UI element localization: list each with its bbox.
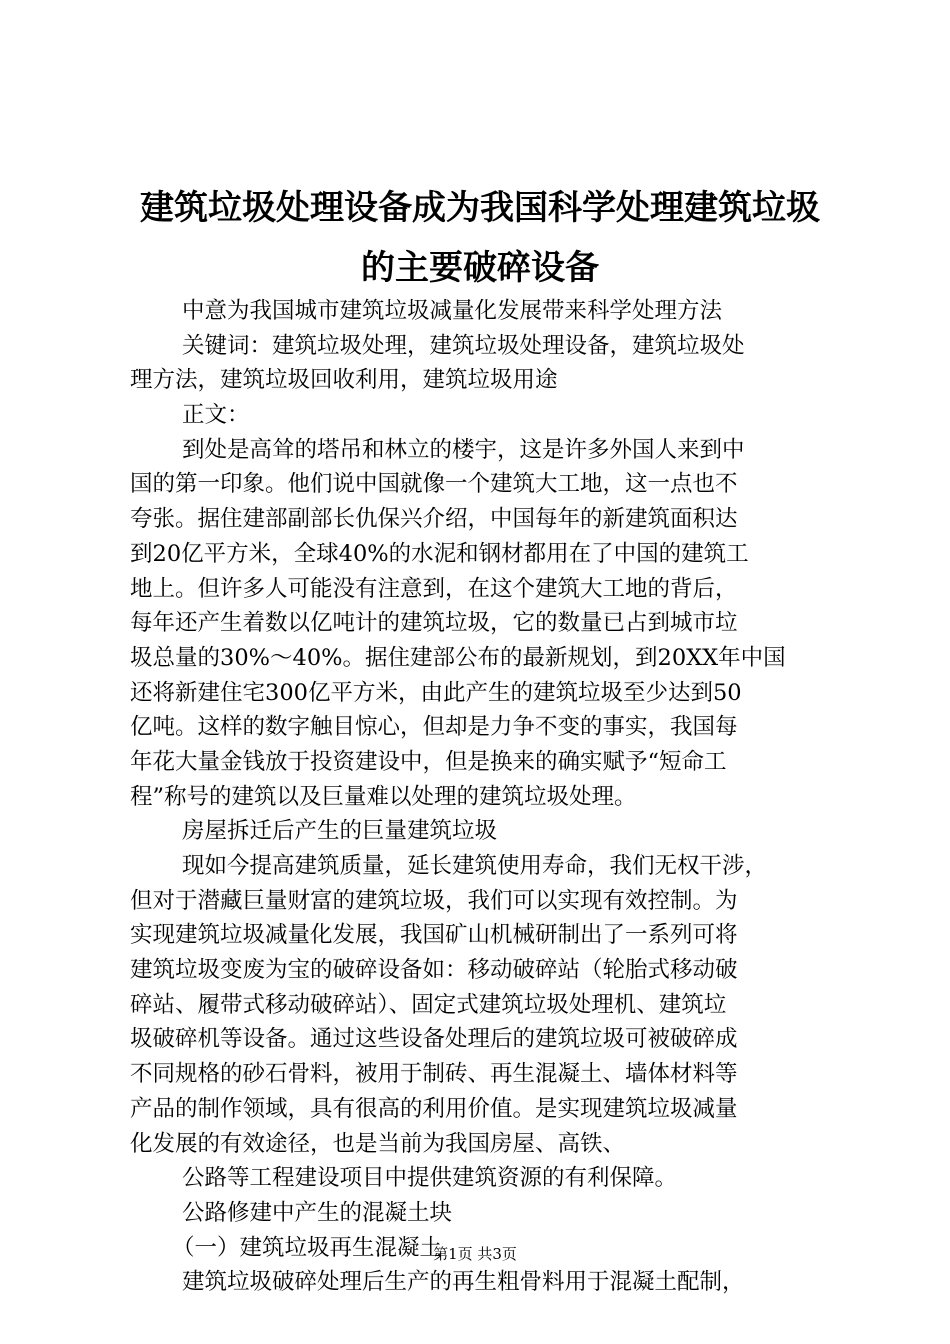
paragraph-line: 不同规格的砂石骨料，被用于制砖、再生混凝土、墙体材料等 [130, 1061, 738, 1088]
paragraph-line: 圾总量的30%～40%。据住建部公布的最新规划，到20XX年中国 [130, 644, 786, 671]
body-label: 正文： [182, 402, 250, 429]
document-title-line-1: 建筑垃圾处理设备成为我国科学处理建筑垃圾 [140, 188, 820, 228]
paragraph-line: 到20亿平方米，全球40%的水泥和钢材都用在了中国的建筑工 [130, 540, 749, 567]
paragraph-line: 地上。但许多人可能没有注意到，在这个建筑大工地的背后， [130, 575, 738, 602]
caption-line: 公路修建中产生的混凝土块 [182, 1199, 453, 1226]
document-body [130, 294, 830, 1300]
keywords-line-continued: 理方法，建筑垃圾回收利用，建筑垃圾用途 [130, 367, 558, 394]
paragraph-line: 圾破碎机等设备。通过这些设备处理后的建筑垃圾可被破碎成 [130, 1026, 738, 1053]
paragraph-line: 到处是高耸的塔吊和林立的楼宇，这是许多外国人来到中 [182, 436, 745, 463]
paragraph-line: 产品的制作领域，具有很高的利用价值。是实现建筑垃圾减量 [130, 1095, 738, 1122]
document-title-line-2: 的主要破碎设备 [361, 248, 599, 288]
caption-line: 房屋拆迁后产生的巨量建筑垃圾 [182, 818, 498, 845]
page-footer: 第1页 共3页 [433, 1245, 517, 1263]
paragraph-line: 公路等工程建设项目中提供建筑资源的有利保障。 [182, 1165, 678, 1192]
paragraph-line: 建筑垃圾破碎处理后生产的再生粗骨料用于混凝土配制， [182, 1269, 745, 1296]
paragraph-line: 国的第一印象。他们说中国就像一个建筑大工地，这一点也不 [130, 471, 738, 498]
paragraph-line: 化发展的有效途径，也是当前为我国房屋、高铁、 [130, 1130, 626, 1157]
paragraph-line: 但对于潜藏巨量财富的建筑垃圾，我们可以实现有效控制。为 [130, 887, 738, 914]
paragraph-line: 建筑垃圾变废为宝的破碎设备如：移动破碎站（轮胎式移动破 [130, 957, 738, 984]
keywords-line: 关键词：建筑垃圾处理，建筑垃圾处理设备，建筑垃圾处 [182, 332, 745, 359]
paragraph-line: 每年还产生着数以亿吨计的建筑垃圾，它的数量已占到城市垃 [130, 610, 738, 637]
paragraph-line: 碎站、履带式移动破碎站）、固定式建筑垃圾处理机、建筑垃 [130, 991, 727, 1018]
paragraph-line: 实现建筑垃圾减量化发展，我国矿山机械研制出了一系列可将 [130, 922, 738, 949]
subtitle-line: 中意为我国城市建筑垃圾减量化发展带来科学处理方法 [182, 298, 723, 324]
paragraph-line: 夸张。据住建部副部长仇保兴介绍，中国每年的新建筑面积达 [130, 506, 738, 533]
section-heading: （一）建筑垃圾再生混凝土 [172, 1234, 443, 1261]
paragraph-line: 年花大量金钱放于投资建设中，但是换来的确实赋予“短命工 [130, 748, 727, 775]
paragraph-line: 程”称号的建筑以及巨量难以处理的建筑垃圾处理。 [130, 783, 637, 810]
paragraph-line: 亿吨。这样的数字触目惊心，但却是力争不变的事实，我国每 [130, 714, 738, 741]
paragraph-line: 现如今提高建筑质量，延长建筑使用寿命，我们无权干涉， [182, 853, 768, 879]
paragraph-line: 还将新建住宅300亿平方米，由此产生的建筑垃圾至少达到50 [130, 679, 742, 706]
